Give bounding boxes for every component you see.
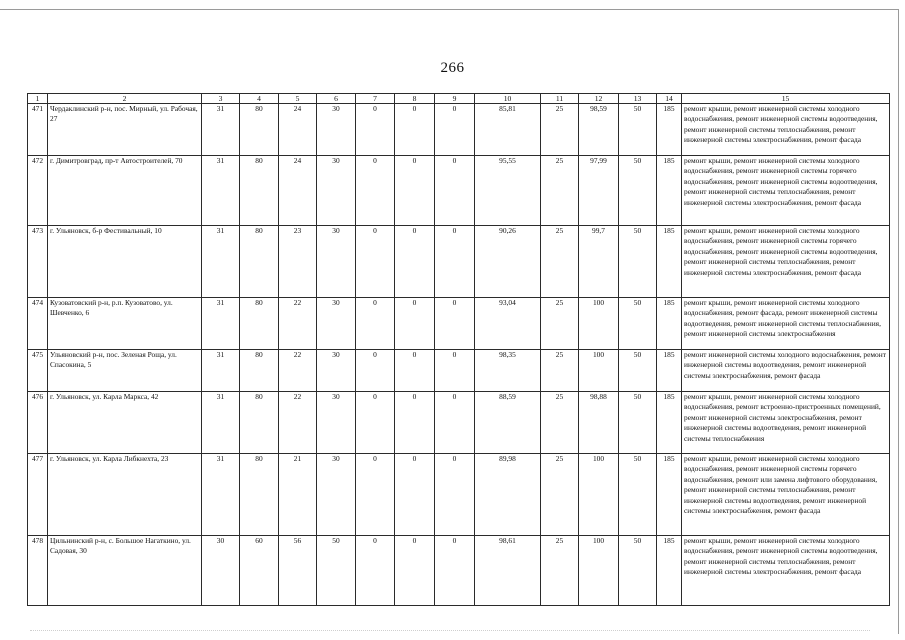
cell-11: 25	[541, 536, 579, 606]
row-number: 478	[28, 536, 48, 606]
column-header: 11	[541, 94, 579, 104]
cell-14: 185	[657, 392, 682, 454]
column-header: 4	[240, 94, 279, 104]
cell-14: 185	[657, 156, 682, 226]
cell-3: 30	[202, 536, 240, 606]
cell-8: 0	[395, 104, 435, 156]
cell-12: 100	[579, 350, 619, 392]
cell-14: 185	[657, 536, 682, 606]
cell-10: 93,04	[475, 298, 541, 350]
row-number: 474	[28, 298, 48, 350]
cell-4: 80	[240, 392, 279, 454]
cell-7: 0	[356, 104, 395, 156]
cell-8: 0	[395, 298, 435, 350]
cell-13: 50	[619, 104, 657, 156]
cell-12: 99,7	[579, 226, 619, 298]
column-header: 3	[202, 94, 240, 104]
page-number: 266	[440, 60, 465, 76]
cell-12: 100	[579, 298, 619, 350]
cell-6: 30	[317, 298, 356, 350]
row-works: ремонт крыши, ремонт инженерной системы холодного водоснабжения, ремонт инженерной системы горячего водоснабжения, ремонт инженерной системы водоотведения, ремонт инженерной системы теплоснабжения, ремонт инженерной системы электроснабжения, ремонт фасада	[682, 156, 890, 226]
cell-9: 0	[435, 104, 475, 156]
cell-14: 185	[657, 350, 682, 392]
cell-4: 80	[240, 226, 279, 298]
cell-3: 31	[202, 392, 240, 454]
column-header: 12	[579, 94, 619, 104]
cell-12: 97,99	[579, 156, 619, 226]
cell-7: 0	[356, 392, 395, 454]
cell-8: 0	[395, 454, 435, 536]
cell-6: 30	[317, 156, 356, 226]
row-works: ремонт крыши, ремонт инженерной системы холодного водоснабжения, ремонт инженерной системы горячего водоснабжения, ремонт или замена лифтового оборудования, ремонт инженерной системы теплоснабжения, ремонт инженерной системы водоотведения, ремонт инженерной системы электроснабжения, ремонт фасада	[682, 454, 890, 536]
cell-5: 24	[279, 156, 317, 226]
cell-11: 25	[541, 226, 579, 298]
cell-3: 31	[202, 298, 240, 350]
table-row	[28, 392, 890, 454]
cell-10: 89,98	[475, 454, 541, 536]
row-number: 476	[28, 392, 48, 454]
cell-13: 50	[619, 536, 657, 606]
cell-10: 85,81	[475, 104, 541, 156]
cell-11: 25	[541, 454, 579, 536]
cell-3: 31	[202, 226, 240, 298]
cell-4: 80	[240, 298, 279, 350]
cell-4: 80	[240, 350, 279, 392]
cell-13: 50	[619, 392, 657, 454]
cell-7: 0	[356, 536, 395, 606]
cell-4: 60	[240, 536, 279, 606]
cell-5: 23	[279, 226, 317, 298]
row-address: г. Ульяновск, б-р Фестивальный, 10	[48, 226, 202, 298]
scan-edge	[30, 630, 870, 632]
cell-7: 0	[356, 454, 395, 536]
header-row	[28, 94, 890, 104]
cell-5: 56	[279, 536, 317, 606]
cell-7: 0	[356, 226, 395, 298]
row-address: Цильнинский р-н, с. Большое Нагаткино, ул. Садовая, 30	[48, 536, 202, 606]
cell-3: 31	[202, 454, 240, 536]
table-row	[28, 298, 890, 350]
table-row	[28, 104, 890, 156]
cell-10: 98,35	[475, 350, 541, 392]
table-row	[28, 454, 890, 536]
row-works: ремонт крыши, ремонт инженерной системы холодного водоснабжения, ремонт встроенно-пристроенных помещений, ремонт инженерной системы электроснабжения, ремонт инженерной системы водоотведения, ремонт инженерной системы теплоснабжения	[682, 392, 890, 454]
cell-6: 50	[317, 536, 356, 606]
cell-5: 22	[279, 350, 317, 392]
row-number: 477	[28, 454, 48, 536]
cell-7: 0	[356, 350, 395, 392]
row-number: 475	[28, 350, 48, 392]
cell-5: 21	[279, 454, 317, 536]
cell-14: 185	[657, 226, 682, 298]
cell-6: 30	[317, 454, 356, 536]
cell-8: 0	[395, 156, 435, 226]
row-number: 471	[28, 104, 48, 156]
cell-5: 24	[279, 104, 317, 156]
cell-9: 0	[435, 454, 475, 536]
column-header: 6	[317, 94, 356, 104]
column-header: 7	[356, 94, 395, 104]
cell-12: 100	[579, 454, 619, 536]
row-address: г. Ульяновск, ул. Карла Маркса, 42	[48, 392, 202, 454]
row-address: Чердаклинский р-н, пос. Мирный, ул. Рабочая, 27	[48, 104, 202, 156]
cell-3: 31	[202, 156, 240, 226]
cell-9: 0	[435, 156, 475, 226]
cell-10: 98,61	[475, 536, 541, 606]
cell-9: 0	[435, 350, 475, 392]
cell-14: 185	[657, 298, 682, 350]
cell-7: 0	[356, 156, 395, 226]
cell-4: 80	[240, 104, 279, 156]
table-row	[28, 156, 890, 226]
row-number: 473	[28, 226, 48, 298]
row-works: ремонт инженерной системы холодного водоснабжения, ремонт инженерной системы водоотведения, ремонт инженерной системы электроснабжения, ремонт фасада	[682, 350, 890, 392]
cell-11: 25	[541, 392, 579, 454]
cell-3: 31	[202, 350, 240, 392]
cell-6: 30	[317, 392, 356, 454]
cell-10: 90,26	[475, 226, 541, 298]
cell-8: 0	[395, 350, 435, 392]
column-header: 10	[475, 94, 541, 104]
column-header: 14	[657, 94, 682, 104]
cell-4: 80	[240, 156, 279, 226]
cell-9: 0	[435, 226, 475, 298]
row-address: г. Димитровград, пр-т Автостроителей, 70	[48, 156, 202, 226]
cell-7: 0	[356, 298, 395, 350]
row-works: ремонт крыши, ремонт инженерной системы холодного водоснабжения, ремонт инженерной системы водоотведения, ремонт инженерной системы теплоснабжения, ремонт инженерной системы электроснабжения, ремонт фасада	[682, 104, 890, 156]
cell-12: 100	[579, 536, 619, 606]
row-address: Ульяновский р-н, пос. Зеленая Роща, ул. Спасокина, 5	[48, 350, 202, 392]
cell-8: 0	[395, 392, 435, 454]
cell-9: 0	[435, 298, 475, 350]
row-number: 472	[28, 156, 48, 226]
row-works: ремонт крыши, ремонт инженерной системы холодного водоснабжения, ремонт фасада, ремонт инженерной системы водоотведения, ремонт инженерной системы теплоснабжения, ремонт инженерной системы электроснабжения	[682, 298, 890, 350]
column-header: 8	[395, 94, 435, 104]
row-address: г. Ульяновск, ул. Карла Либкнехта, 23	[48, 454, 202, 536]
row-works: ремонт крыши, ремонт инженерной системы холодного водоснабжения, ремонт инженерной системы водоотведения, ремонт инженерной системы теплоснабжения, ремонт инженерной системы электроснабжения, ремонт фасада	[682, 536, 890, 606]
row-works: ремонт крыши, ремонт инженерной системы холодного водоснабжения, ремонт инженерной системы горячего водоснабжения, ремонт инженерной системы водоотведения, ремонт инженерной системы теплоснабжения, ремонт инженерной системы электроснабжения, ремонт фасада	[682, 226, 890, 298]
column-header: 15	[682, 94, 890, 104]
cell-9: 0	[435, 392, 475, 454]
cell-6: 30	[317, 350, 356, 392]
cell-11: 25	[541, 156, 579, 226]
cell-9: 0	[435, 536, 475, 606]
column-header: 9	[435, 94, 475, 104]
cell-14: 185	[657, 104, 682, 156]
cell-10: 88,59	[475, 392, 541, 454]
cell-13: 50	[619, 350, 657, 392]
cell-5: 22	[279, 298, 317, 350]
row-address: Кузоватовский р-н, р.п. Кузоватово, ул. Шевченко, 6	[48, 298, 202, 350]
repair-table	[27, 93, 890, 606]
cell-8: 0	[395, 536, 435, 606]
table-row	[28, 226, 890, 298]
table-row	[28, 350, 890, 392]
cell-11: 25	[541, 350, 579, 392]
table-row	[28, 536, 890, 606]
cell-12: 98,88	[579, 392, 619, 454]
cell-3: 31	[202, 104, 240, 156]
cell-10: 95,55	[475, 156, 541, 226]
cell-13: 50	[619, 156, 657, 226]
cell-8: 0	[395, 226, 435, 298]
column-header: 13	[619, 94, 657, 104]
cell-11: 25	[541, 104, 579, 156]
cell-5: 22	[279, 392, 317, 454]
cell-6: 30	[317, 104, 356, 156]
cell-4: 80	[240, 454, 279, 536]
cell-12: 98,59	[579, 104, 619, 156]
cell-13: 50	[619, 226, 657, 298]
column-header: 2	[48, 94, 202, 104]
cell-14: 185	[657, 454, 682, 536]
cell-11: 25	[541, 298, 579, 350]
column-header: 5	[279, 94, 317, 104]
cell-6: 30	[317, 226, 356, 298]
column-header: 1	[28, 94, 48, 104]
cell-13: 50	[619, 454, 657, 536]
cell-13: 50	[619, 298, 657, 350]
